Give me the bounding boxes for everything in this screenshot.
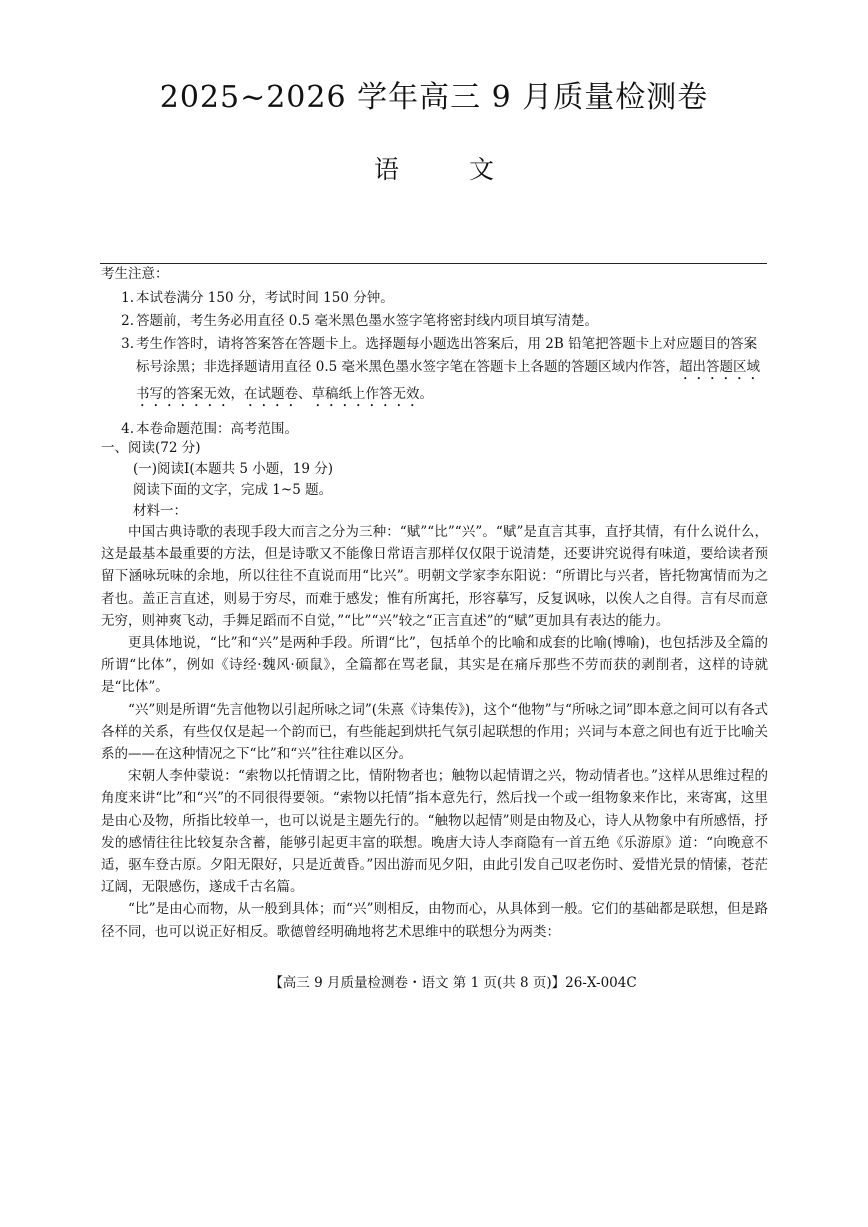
sub-section-heading: (一)阅读Ⅰ(本题共 5 小题，19 分) xyxy=(133,461,334,477)
paragraph: “兴”则是所谓“先言他物以引起所咏之词”(朱熹《诗集传》)，这个“他物”与“所咏之词”即本意之间可以有各式各样的关系，有些仅仅是起一个韵而已，有些能起到烘托气氛引起联想的作用；兴词与本意之间也有近于比喻关系的——在这种情况之下“比”和“兴”往往难以区分。 xyxy=(101,701,768,763)
notice-item: 1. 本试卷满分 150 分，考试时间 150 分钟。 xyxy=(121,290,394,306)
material-label: 材料一： xyxy=(133,503,187,519)
section-heading: 一、阅读(72 分) xyxy=(101,440,201,456)
notice-item: 4. 本卷命题范围：高考范围。 xyxy=(121,421,298,437)
subject-title xyxy=(0,150,868,186)
emphasized-text: 超出答题区域书写的答案无效，在试题卷、草稿纸上作答无效 xyxy=(136,359,761,402)
exam-title: 2025~2026 学年高三 9 月质量检测卷 xyxy=(159,80,709,115)
notice-heading: 考生注意： xyxy=(101,266,169,282)
paragraph: 更具体地说，“比”和“兴”是两种手段。所谓“比”，包括单个的比喻和成套的比喻(博喻)，也包括涉及全篇的所谓“比体”，例如《诗经·魏风·硕鼠》，全篇都在骂老鼠，其实是在痛斥那些不劳而获的剥削者，这样的诗就是“比体”。 xyxy=(101,635,768,696)
notice-list xyxy=(101,287,769,441)
instruction-text: 阅读下面的文字，完成 1~5 题。 xyxy=(133,482,333,498)
paragraph: 宋朝人李仲蒙说：“索物以托情谓之比，情附物者也；触物以起情谓之兴，物动情者也。”这样从思维过程的角度来讲“比”和“兴”的不同很得要领。“索物以托情”指本意先行，然后找一个或一组物象来作比，来寄寓，这里是由心及物，所指比较单一，也可以说是主题先行的。“触物以起情”则是由物及心，诗人从物象中有所感悟，抒发的感情往往比较复杂含蓄，能够引起更丰富的联想。晚唐大诗人李商隐有一首五绝《乐游原》道：“向晚意不适，驱车登古原。夕阳无限好，只是近黄昏。”因出游而见夕阳，由此引发自己叹老伤时、爱惜光景的情愫，苍茫辽阔，无限感伤，遂成千古名篇。 xyxy=(101,768,768,896)
subject-char-2: 文 xyxy=(469,155,495,184)
notice-item: 3. 考生作答时，请将答案答在答题卡上。选择题每小题选出答案后，用 2B 铅笔把答题卡上对应题目的答案标号涂黑；非选择题请用直径 0.5 毫米黑色墨水签字笔在答题卡上各题的答题区域内作答，超出答题区域书写的答案无效，在试题卷、草稿纸上作答无效。 xyxy=(121,336,761,402)
paragraph: 中国古典诗歌的表现手段大而言之分为三种：“赋”“比”“兴”。“赋”是直言其事，直抒其情，有什么说什么，这是最基本最重要的方法，但是诗歌又不能像日常语言那样仅仅限于说清楚，还要讲究说得有味道，要给读者预留下涵咏玩味的余地，所以往往不直说而用“比兴”。明朝文学家李东阳说：“所谓比与兴者，皆托物寓情而为之者也。盖正言直述，则易于穷尽，而难于感发；惟有所寓托，形容摹写，反复讽咏，以俟人之自得。言有尽而意无穷，则神爽飞动，手舞足蹈而不自觉，”“比”“兴”较之“正言直述”的“赋”更加具有表达的能力。 xyxy=(101,524,768,629)
reading-passage xyxy=(101,521,768,943)
paragraph: “比”是由心而物，从一般到具体；而“兴”则相反，由物而心，从具体到一般。它们的基础都是联想，但是路径不同，也可以说正好相反。歌德曾经明确地将艺术思维中的联想分为两类： xyxy=(101,901,768,940)
page-footer: 【高三 9 月质量检测卷・语文 第 1 页(共 8 页)】26-X-004C xyxy=(269,975,637,991)
header-divider xyxy=(100,263,767,264)
notice-item: 2. 答题前，考生务必用直径 0.5 毫米黑色墨水签字笔将密封线内项目填写清楚。 xyxy=(121,313,599,329)
subject-char-1: 语 xyxy=(373,155,399,184)
